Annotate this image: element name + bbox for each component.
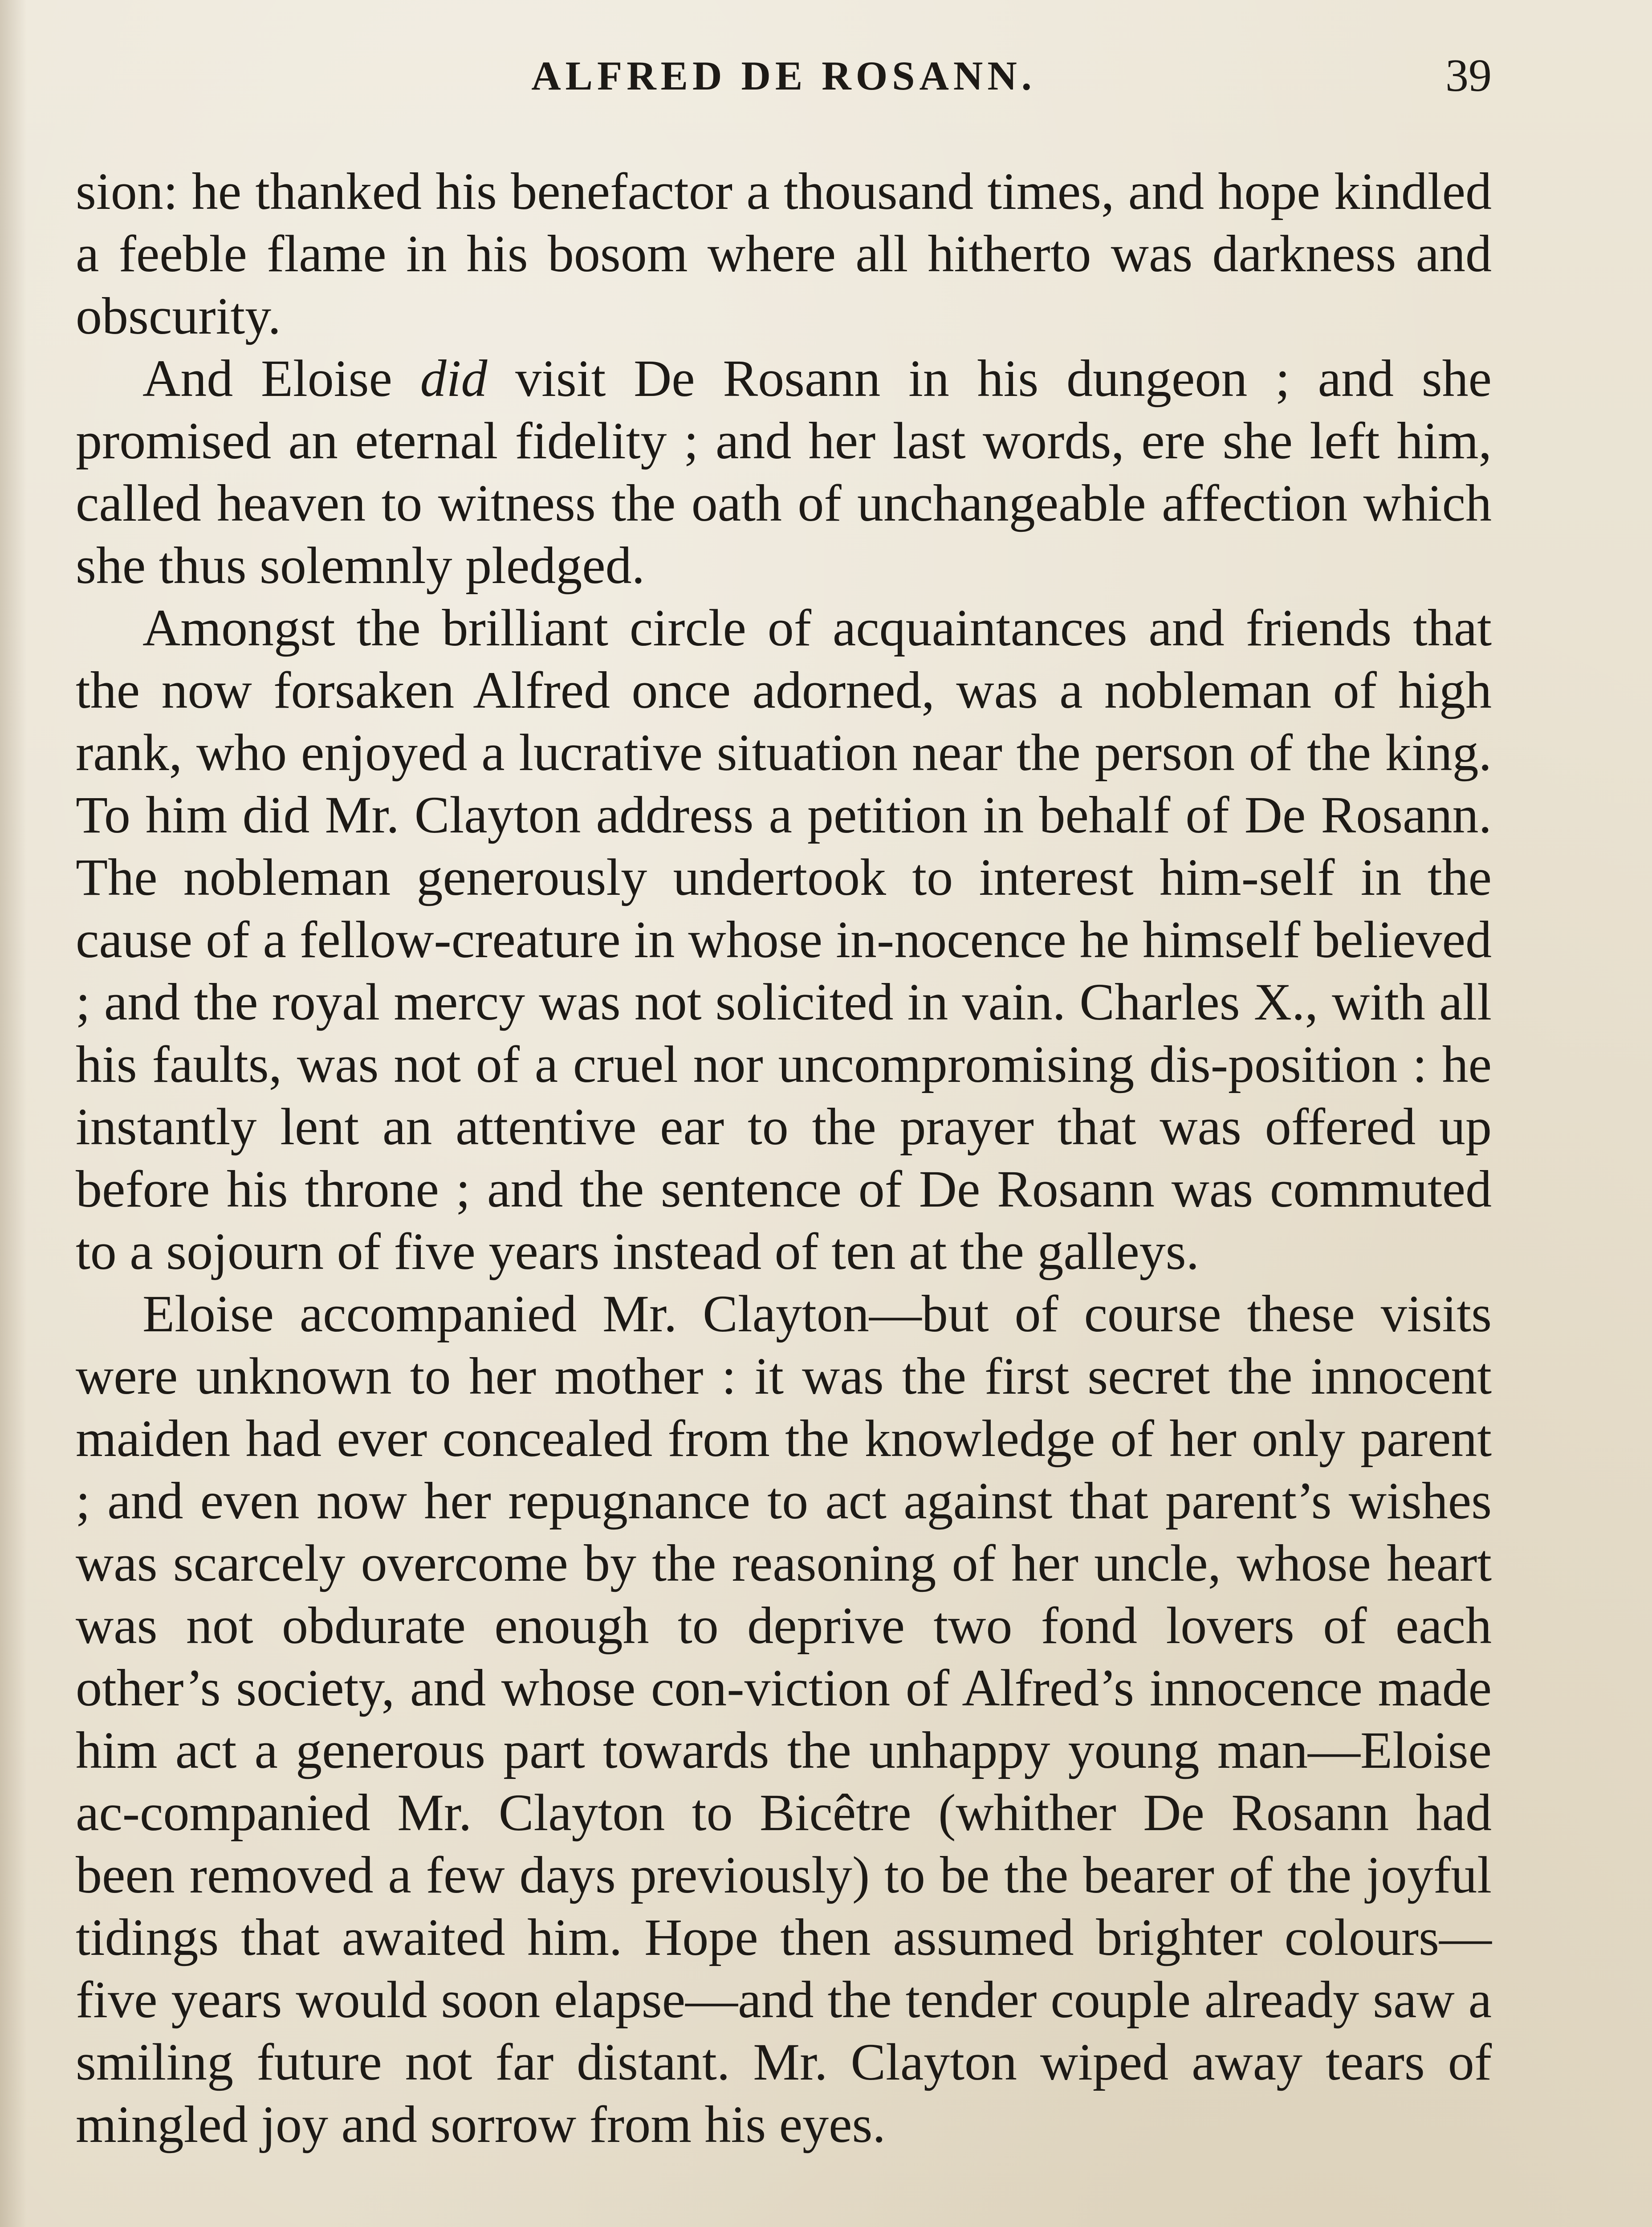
paragraph-3: Amongst the brilliant circle of acquaintances and friends that the now forsaken Alfred once adorned, was a nobleman of high rank, who enjoyed a lucrative situation near the person of the king. To him did Mr. Clayton address a petition in behalf of De Rosann. The nobleman generously undertook to interest him-self in the cause of a fellow-creature in whose in-nocence he himself believed ; and the royal mercy was not solicited in vain. Charles X., with all his faults, was not of a cruel nor uncompromising dis-position : he instantly lent an attentive ear to the prayer that was offered up before his throne ; and the sentence of De Rosann was commuted to a sojourn of five years instead of ten at the galleys.	[76, 599, 1492, 1281]
paragraph-2-rest: visit De Rosann in his dungeon ; and she promised an eternal fidelity ; and her last words, ere she left him, called heaven to witness the oath of unchangeable affection which she thus solemnly pledged.	[76, 349, 1492, 595]
page-header	[76, 49, 1492, 102]
page-number: 39	[1445, 50, 1492, 101]
page-gutter-shadow	[0, 0, 27, 2227]
body-text	[76, 160, 1492, 2156]
paragraph-4: Eloise accompanied Mr. Clayton—but of course these visits were unknown to her mother : it was the first secret the innocent maiden had ever concealed from the knowledge of her only parent ; and even now her repugnance to act against that parent’s wishes was scarcely overcome by the reasoning of her uncle, whose heart was not obdurate enough to deprive two fond lovers of each other’s society, and whose con-viction of Alfred’s innocence made him act a generous part towards the unhappy young man—Eloise ac-companied Mr. Clayton to Bicêtre (whither De Rosann had been removed a few days previously) to be the bearer of the joyful tidings that awaited him. Hope then assumed brighter colours—five years would soon elapse—and the tender couple already saw a smiling future not far distant. Mr. Clayton wiped away tears of mingled joy and sorrow from his eyes.	[76, 1285, 1492, 2154]
paragraph-2-start: And Eloise	[142, 349, 420, 408]
emphasized-word: did	[420, 349, 488, 408]
running-title: ALFRED DE ROSANN.	[531, 53, 1036, 98]
paragraph-2	[76, 347, 1492, 597]
paragraph-1: sion: he thanked his benefactor a thousand times, and hope kindled a feeble flame in his bosom where all hitherto was darkness and obscurity.	[76, 162, 1492, 345]
